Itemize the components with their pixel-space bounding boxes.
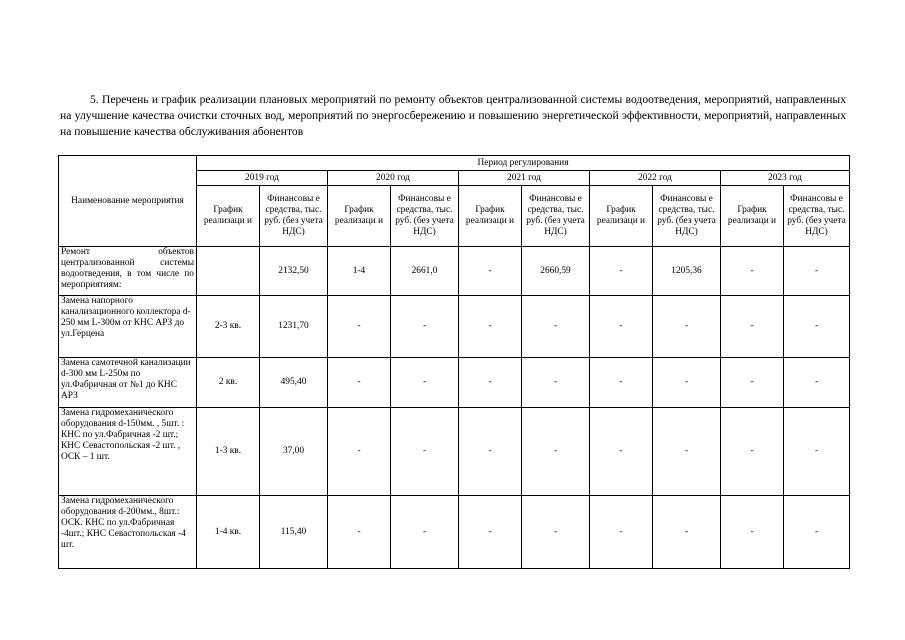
row-cell: - [391, 496, 459, 569]
row-name: Замена гидромеханического оборудования d-150мм. , 5шт. : КНС по ул.Фабричная -2 шт.; КНС Севастопольская -2 шт. , ОСК – 1 шт. [59, 408, 197, 496]
schedule-subheader: График реализаци и [197, 186, 260, 247]
row-cell: - [328, 408, 391, 496]
period-header: Период регулирования [197, 156, 850, 171]
row-cell: - [784, 408, 850, 496]
row-cell: - [522, 296, 590, 358]
row-cell: - [653, 296, 721, 358]
row-cell: - [590, 408, 653, 496]
finance-subheader: Финансовы е средства, тыс. руб. (без учета НДС) [391, 186, 459, 247]
row-cell: - [784, 496, 850, 569]
row-cell: - [721, 358, 784, 408]
row-cell: - [721, 496, 784, 569]
row-cell: - [721, 296, 784, 358]
table-row [59, 496, 850, 569]
row-cell: - [459, 408, 522, 496]
row-cell: - [522, 408, 590, 496]
row-cell: - [522, 496, 590, 569]
row-cell: - [653, 496, 721, 569]
year-header: 2021 год [459, 171, 590, 186]
col-name-header: Наименование мероприятия [59, 156, 197, 247]
row-name: Ремонт объектов централизованной системы водоотведения, в том числе по мероприятиям: [59, 247, 197, 296]
schedule-subheader: График реализаци и [590, 186, 653, 247]
row-cell: - [459, 496, 522, 569]
row-cell: - [459, 358, 522, 408]
row-cell: - [590, 358, 653, 408]
row-cell [197, 247, 260, 296]
row-cell: 115,40 [260, 496, 328, 569]
row-cell: - [784, 247, 850, 296]
row-cell: - [784, 358, 850, 408]
row-cell: - [459, 247, 522, 296]
row-cell: - [590, 296, 653, 358]
row-cell: - [328, 296, 391, 358]
row-cell: 37,00 [260, 408, 328, 496]
row-cell: 2661,0 [391, 247, 459, 296]
row-cell: - [328, 358, 391, 408]
year-header: 2022 год [590, 171, 721, 186]
year-header: 2019 год [197, 171, 328, 186]
finance-subheader: Финансовы е средства, тыс. руб. (без учета НДС) [260, 186, 328, 247]
table-row [59, 358, 850, 408]
table-row [59, 296, 850, 358]
row-cell: - [653, 358, 721, 408]
row-cell: 2660,59 [522, 247, 590, 296]
row-cell: 1-4 [328, 247, 391, 296]
row-cell: - [522, 358, 590, 408]
table-row [59, 247, 850, 296]
row-name: Замена напорного канализационного коллектора d-250 мм L-300м от КНС АРЗ до ул.Герцена [59, 296, 197, 358]
section-heading [60, 92, 846, 140]
row-cell: - [590, 496, 653, 569]
schedule-subheader: График реализаци и [459, 186, 522, 247]
finance-subheader: Финансовы е средства, тыс. руб. (без учета НДС) [653, 186, 721, 247]
row-cell: - [391, 408, 459, 496]
row-cell: 1205,36 [653, 247, 721, 296]
row-cell: 1-3 кв. [197, 408, 260, 496]
row-cell: - [590, 247, 653, 296]
row-cell: - [391, 358, 459, 408]
row-name: Замена гидромеханического оборудования d-200мм., 8шт.: ОСК. КНС по ул.Фабричная -4шт.; КНС Севастопольская -4 шт. [59, 496, 197, 569]
row-cell: 1231,70 [260, 296, 328, 358]
row-cell: 495,40 [260, 358, 328, 408]
schedule-subheader: График реализаци и [721, 186, 784, 247]
finance-subheader: Финансовы е средства, тыс. руб. (без учета НДС) [784, 186, 850, 247]
section-heading-text: 5. Перечень и график реализации плановых мероприятий по ремонту объектов централизованной системы водоотведения, мероприятий, направленных на улучшение качества очистки сточных вод, мероприятий по энергосбережению и повышению энергетической эффективности, мероприятий, направленных на повышение качества обслуживания абонентов [60, 93, 846, 138]
row-cell: - [721, 408, 784, 496]
finance-subheader: Финансовы е средства, тыс. руб. (без учета НДС) [522, 186, 590, 247]
row-cell: - [391, 296, 459, 358]
row-cell: - [328, 496, 391, 569]
row-cell: 2 кв. [197, 358, 260, 408]
row-name: Замена самотечной канализации d-300 мм L-250м по ул.Фабричная от №1 до КНС АРЗ [59, 358, 197, 408]
row-cell: 1-4 кв. [197, 496, 260, 569]
row-cell: - [721, 247, 784, 296]
row-cell: 2-3 кв. [197, 296, 260, 358]
schedule-subheader: График реализаци и [328, 186, 391, 247]
table-row [59, 408, 850, 496]
row-cell: - [784, 296, 850, 358]
row-cell: 2132,50 [260, 247, 328, 296]
row-cell: - [653, 408, 721, 496]
year-header: 2023 год [721, 171, 850, 186]
plan-table [58, 155, 850, 569]
year-header: 2020 год [328, 171, 459, 186]
row-cell: - [459, 296, 522, 358]
